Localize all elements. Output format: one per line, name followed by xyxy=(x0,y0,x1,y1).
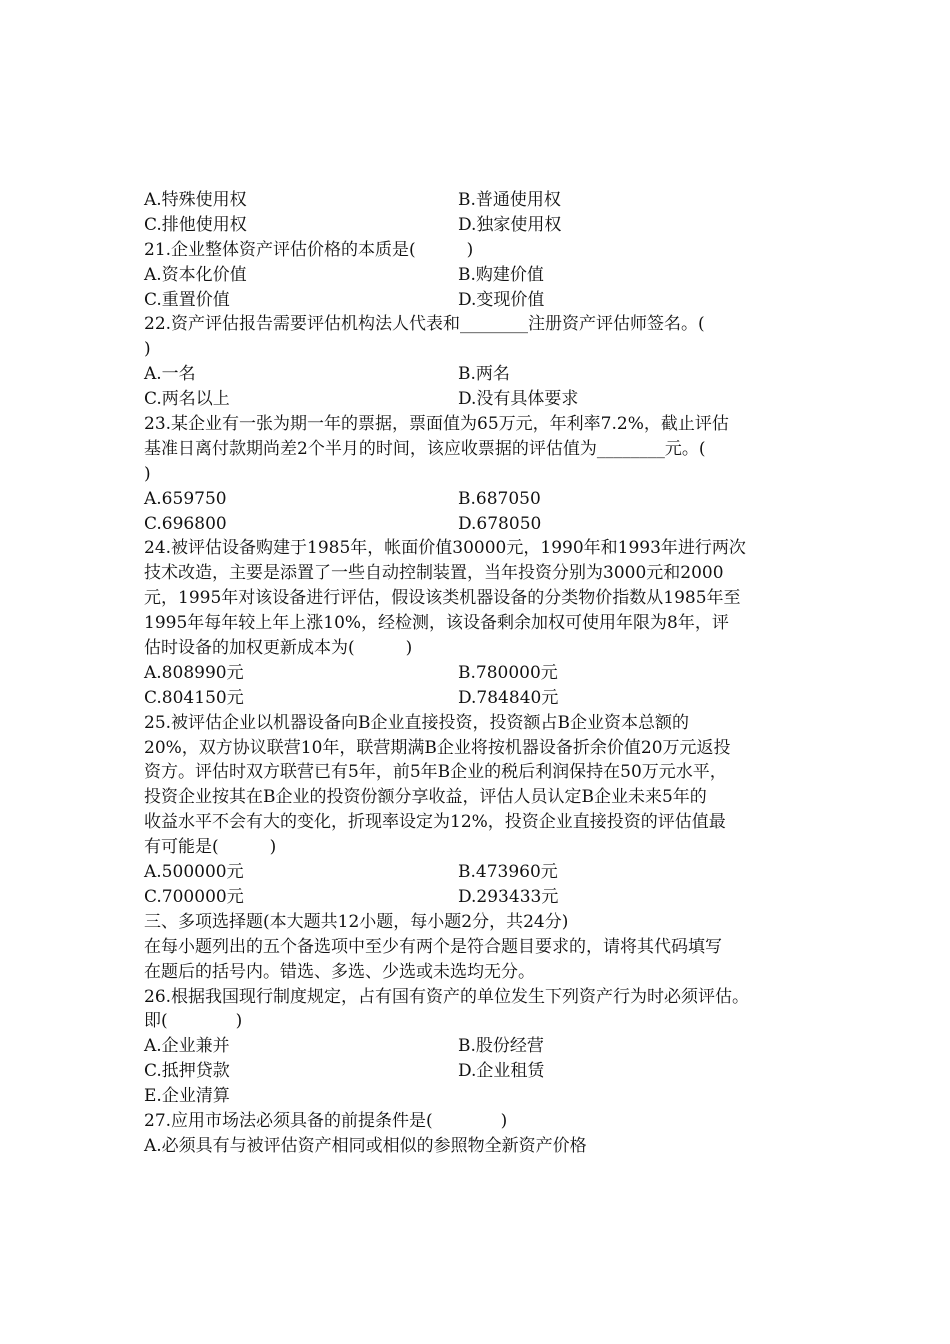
option-left: A.特殊使用权 xyxy=(144,190,247,210)
option-right: D.变现价值 xyxy=(458,289,545,310)
option-right: D.企业租赁 xyxy=(458,1061,545,1082)
text-line: 26.根据我国现行制度规定，占有国有资产的单位发生下列资产行为时必须评估。 xyxy=(144,986,750,1007)
text-line: 技术改造，主要是添置了一些自动控制装置，当年投资分别为3000元和2000 xyxy=(144,563,724,584)
option-row xyxy=(144,362,824,387)
text-line: 1995年每年较上年上涨10%，经检测，该设备剩余加权可使用年限为8年，评 xyxy=(144,613,729,634)
exam-content xyxy=(144,188,824,1159)
option-right: B.购建价值 xyxy=(458,264,544,285)
option-row xyxy=(144,188,824,213)
text-line: 基准日离付款期尚差2个半月的时间，该应收票据的评估值为________元。( xyxy=(144,438,706,459)
option-left: C.重置价值 xyxy=(144,289,230,310)
option-right: D.293433元 xyxy=(458,886,559,907)
option-right: B.普通使用权 xyxy=(458,190,561,210)
text-line: 21.企业整体资产评估价格的本质是( ) xyxy=(144,239,474,260)
text-line: 三、多项选择题(本大题共12小题，每小题2分，共24分) xyxy=(144,911,569,932)
text-line: 在每小题列出的五个备选项中至少有两个是符合题目要求的，请将其代码填写 xyxy=(144,936,722,957)
text-line: 23.某企业有一张为期一年的票据，票面值为65万元，年利率7.2%，截止评估 xyxy=(144,414,729,435)
option-right: D.784840元 xyxy=(458,687,559,708)
option-row xyxy=(144,661,824,686)
text-line: 22.资产评估报告需要评估机构法人代表和________注册资产评估师签名。( xyxy=(144,314,705,335)
option-right: B.687050 xyxy=(458,488,541,509)
option-row xyxy=(144,1059,824,1084)
option-right: D.没有具体要求 xyxy=(458,389,579,410)
option-row xyxy=(144,1034,824,1059)
option-row xyxy=(144,487,824,512)
text-line: ) xyxy=(144,339,151,360)
text-line: 元，1995年对该设备进行评估，假设该类机器设备的分类物价指数从1985年至 xyxy=(144,588,741,609)
text-line: 投资企业按其在B企业的投资份额分享收益，评估人员认定B企业未来5年的 xyxy=(144,787,707,808)
option-right: D.独家使用权 xyxy=(458,214,562,235)
option-left: C.700000元 xyxy=(144,886,244,907)
text-line: A.必须具有与被评估资产相同或相似的参照物全新资产价格 xyxy=(144,1135,587,1156)
option-row xyxy=(144,288,824,313)
option-left: A.659750 xyxy=(144,488,227,509)
option-right: B.473960元 xyxy=(458,862,558,883)
option-left: C.696800 xyxy=(144,513,227,534)
option-row xyxy=(144,686,824,711)
option-left: A.资本化价值 xyxy=(144,264,247,285)
option-left: C.804150元 xyxy=(144,687,244,708)
option-row xyxy=(144,213,824,238)
option-left: C.排他使用权 xyxy=(144,214,247,235)
text-line: E.企业清算 xyxy=(144,1086,230,1107)
option-row xyxy=(144,885,824,910)
text-line: 资方。评估时双方联营已有5年，前5年B企业的税后利润保持在50万元水平， xyxy=(144,762,727,783)
text-line: 估时设备的加权更新成本为( ) xyxy=(144,638,413,659)
option-right: B.股份经营 xyxy=(458,1036,544,1057)
option-left: A.500000元 xyxy=(144,862,244,883)
option-row xyxy=(144,512,824,537)
text-line: 有可能是( ) xyxy=(144,837,277,858)
option-left: A.企业兼并 xyxy=(144,1036,230,1057)
option-left: A.808990元 xyxy=(144,662,244,683)
text-line: 25.被评估企业以机器设备向B企业直接投资，投资额占B企业资本总额的 xyxy=(144,712,690,733)
option-right: B.两名 xyxy=(458,364,510,385)
text-line: ) xyxy=(144,463,151,484)
option-left: C.两名以上 xyxy=(144,389,230,410)
option-left: C.抵押贷款 xyxy=(144,1061,230,1082)
text-line: 24.被评估设备购建于1985年，帐面价值30000元，1990年和1993年进行两次 xyxy=(144,538,746,559)
text-line: 20%，双方协议联营10年，联营期满B企业将按机器设备折余价值20万元返投 xyxy=(144,737,731,758)
option-right: D.678050 xyxy=(458,513,542,534)
text-line: 27.应用市场法必须具备的前提条件是( ) xyxy=(144,1110,508,1131)
option-left: A.一名 xyxy=(144,364,196,385)
option-row xyxy=(144,860,824,885)
text-line: 收益水平不会有大的变化，折现率设定为12%，投资企业直接投资的评估值最 xyxy=(144,812,726,833)
option-right: B.780000元 xyxy=(458,662,558,683)
text-line: 即( ) xyxy=(144,1011,243,1032)
option-row xyxy=(144,263,824,288)
option-row xyxy=(144,387,824,412)
text-line: 在题后的括号内。错选、多选、少选或未选均无分。 xyxy=(144,961,535,982)
